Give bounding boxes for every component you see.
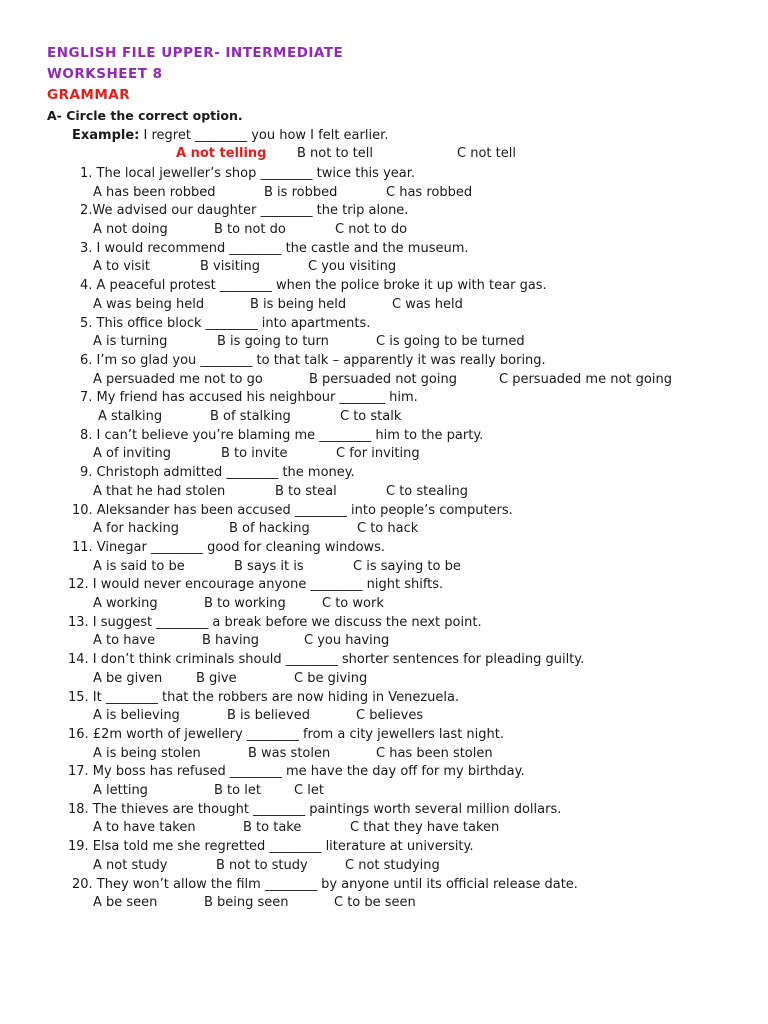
question-13-option-c[interactable]: C you having (304, 633, 390, 648)
question-14-option-a[interactable]: A be given (93, 671, 163, 686)
question-16-option-b[interactable]: B was stolen (248, 746, 331, 761)
example-label: Example: (72, 128, 140, 143)
question-6-option-b[interactable]: B persuaded not going (309, 372, 457, 387)
question-4-option-b[interactable]: B is being held (250, 297, 347, 312)
section-grammar: GRAMMAR (47, 87, 131, 103)
question-8-option-b[interactable]: B to invite (221, 446, 288, 461)
question-7: 7. My friend has accused his neighbour _______ him. (80, 390, 418, 405)
question-19: 19. Elsa told me she regretted ________ literature at university. (68, 839, 474, 854)
question-13-option-a[interactable]: A to have (93, 633, 156, 648)
question-17-option-b[interactable]: B to let (214, 783, 261, 798)
question-10: 10. Aleksander has been accused ________ into people’s computers. (72, 503, 513, 518)
question-9-option-a[interactable]: A that he had stolen (93, 484, 226, 499)
question-2-option-c[interactable]: C not to do (335, 222, 408, 237)
question-1-option-b[interactable]: B is robbed (264, 185, 338, 200)
question-8-option-a[interactable]: A of inviting (93, 446, 172, 461)
question-5-option-b[interactable]: B is going to turn (217, 334, 329, 349)
question-13-option-b[interactable]: B having (202, 633, 260, 648)
question-12: 12. I would never encourage anyone ________ night shifts. (68, 577, 444, 592)
question-3-option-c[interactable]: C you visiting (308, 259, 397, 274)
question-12-option-a[interactable]: A working (93, 596, 158, 611)
question-11-option-b[interactable]: B says it is (234, 559, 304, 574)
question-19-option-a[interactable]: A not study (93, 858, 168, 873)
question-18-option-b[interactable]: B to take (243, 820, 302, 835)
question-3: 3. I would recommend ________ the castle and the museum. (80, 241, 469, 256)
question-17-option-a[interactable]: A letting (93, 783, 148, 798)
question-8: 8. I can’t believe you’re blaming me ________ him to the party. (80, 428, 484, 443)
question-11: 11. Vinegar ________ good for cleaning windows. (72, 540, 386, 555)
question-9-option-c[interactable]: C to stealing (386, 484, 468, 499)
question-2: 2.We advised our daughter ________ the trip alone. (80, 203, 409, 218)
question-6-option-c[interactable]: C persuaded me not going (499, 372, 672, 387)
question-11-option-c[interactable]: C is saying to be (353, 559, 461, 574)
question-4-option-a[interactable]: A was being held (93, 297, 205, 312)
question-11-option-a[interactable]: A is said to be (93, 559, 185, 574)
question-16: 16. £2m worth of jewellery ________ from a city jewellers last night. (68, 727, 505, 742)
question-14-option-b[interactable]: B give (196, 671, 237, 686)
question-15: 15. It ________ that the robbers are now hiding in Venezuela. (68, 690, 460, 705)
worksheet-title: ENGLISH FILE UPPER- INTERMEDIATE (47, 45, 344, 61)
question-16-option-a[interactable]: A is being stolen (93, 746, 201, 761)
question-20: 20. They won’t allow the film ________ by anyone until its official release date. (72, 877, 578, 892)
question-10-option-c[interactable]: C to hack (357, 521, 419, 536)
question-15-option-a[interactable]: A is believing (93, 708, 180, 723)
question-10-option-b[interactable]: B of hacking (229, 521, 310, 536)
example-option-a[interactable]: A not telling (176, 146, 267, 161)
question-7-option-c[interactable]: C to stalk (340, 409, 402, 424)
question-4-option-c[interactable]: C was held (392, 297, 463, 312)
question-20-option-c[interactable]: C to be seen (334, 895, 416, 910)
question-5: 5. This office block ________ into apartments. (80, 316, 371, 331)
example-option-b[interactable]: B not to tell (297, 146, 373, 161)
example-sentence (72, 127, 388, 145)
question-15-option-c[interactable]: C believes (356, 708, 424, 723)
question-5-option-a[interactable]: A is turning (93, 334, 168, 349)
question-15-option-b[interactable]: B is believed (227, 708, 310, 723)
question-12-option-c[interactable]: C to work (322, 596, 384, 611)
question-10-option-a[interactable]: A for hacking (93, 521, 180, 536)
question-14: 14. I don’t think criminals should ________ shorter sentences for pleading guilty. (68, 652, 585, 667)
question-18: 18. The thieves are thought ________ paintings worth several million dollars. (68, 802, 562, 817)
question-13: 13. I suggest ________ a break before we discuss the next point. (68, 615, 482, 630)
question-18-option-c[interactable]: C that they have taken (350, 820, 500, 835)
question-12-option-b[interactable]: B to working (204, 596, 286, 611)
question-1-option-c[interactable]: C has robbed (386, 185, 473, 200)
question-17: 17. My boss has refused ________ me have the day off for my birthday. (68, 764, 525, 779)
question-5-option-c[interactable]: C is going to be turned (376, 334, 525, 349)
example-option-c[interactable]: C not tell (457, 146, 516, 161)
question-2-option-a[interactable]: A not doing (93, 222, 168, 237)
question-4: 4. A peaceful protest ________ when the police broke it up with tear gas. (80, 278, 547, 293)
instruction: A- Circle the correct option. (47, 108, 243, 123)
question-2-option-b[interactable]: B to not do (214, 222, 286, 237)
question-16-option-c[interactable]: C has been stolen (376, 746, 493, 761)
question-18-option-a[interactable]: A to have taken (93, 820, 196, 835)
question-7-option-a[interactable]: A stalking (98, 409, 163, 424)
question-19-option-b[interactable]: B not to study (216, 858, 308, 873)
question-8-option-c[interactable]: C for inviting (336, 446, 420, 461)
question-1: 1. The local jeweller’s shop ________ twice this year. (80, 166, 416, 181)
question-3-option-b[interactable]: B visiting (200, 259, 260, 274)
question-7-option-b[interactable]: B of stalking (210, 409, 291, 424)
question-6-option-a[interactable]: A persuaded me not to go (93, 372, 263, 387)
question-19-option-c[interactable]: C not studying (345, 858, 440, 873)
question-9-option-b[interactable]: B to steal (275, 484, 337, 499)
worksheet-number: WORKSHEET 8 (47, 66, 163, 82)
question-14-option-c[interactable]: C be giving (294, 671, 368, 686)
question-20-option-a[interactable]: A be seen (93, 895, 158, 910)
example-text: I regret ________ you how I felt earlier. (139, 128, 389, 143)
question-9: 9. Christoph admitted ________ the money. (80, 465, 355, 480)
question-6: 6. I’m so glad you ________ to that talk – apparently it was really boring. (80, 353, 546, 368)
question-3-option-a[interactable]: A to visit (93, 259, 150, 274)
question-17-option-c[interactable]: C let (294, 783, 324, 798)
question-1-option-a[interactable]: A has been robbed (93, 185, 216, 200)
question-20-option-b[interactable]: B being seen (204, 895, 289, 910)
